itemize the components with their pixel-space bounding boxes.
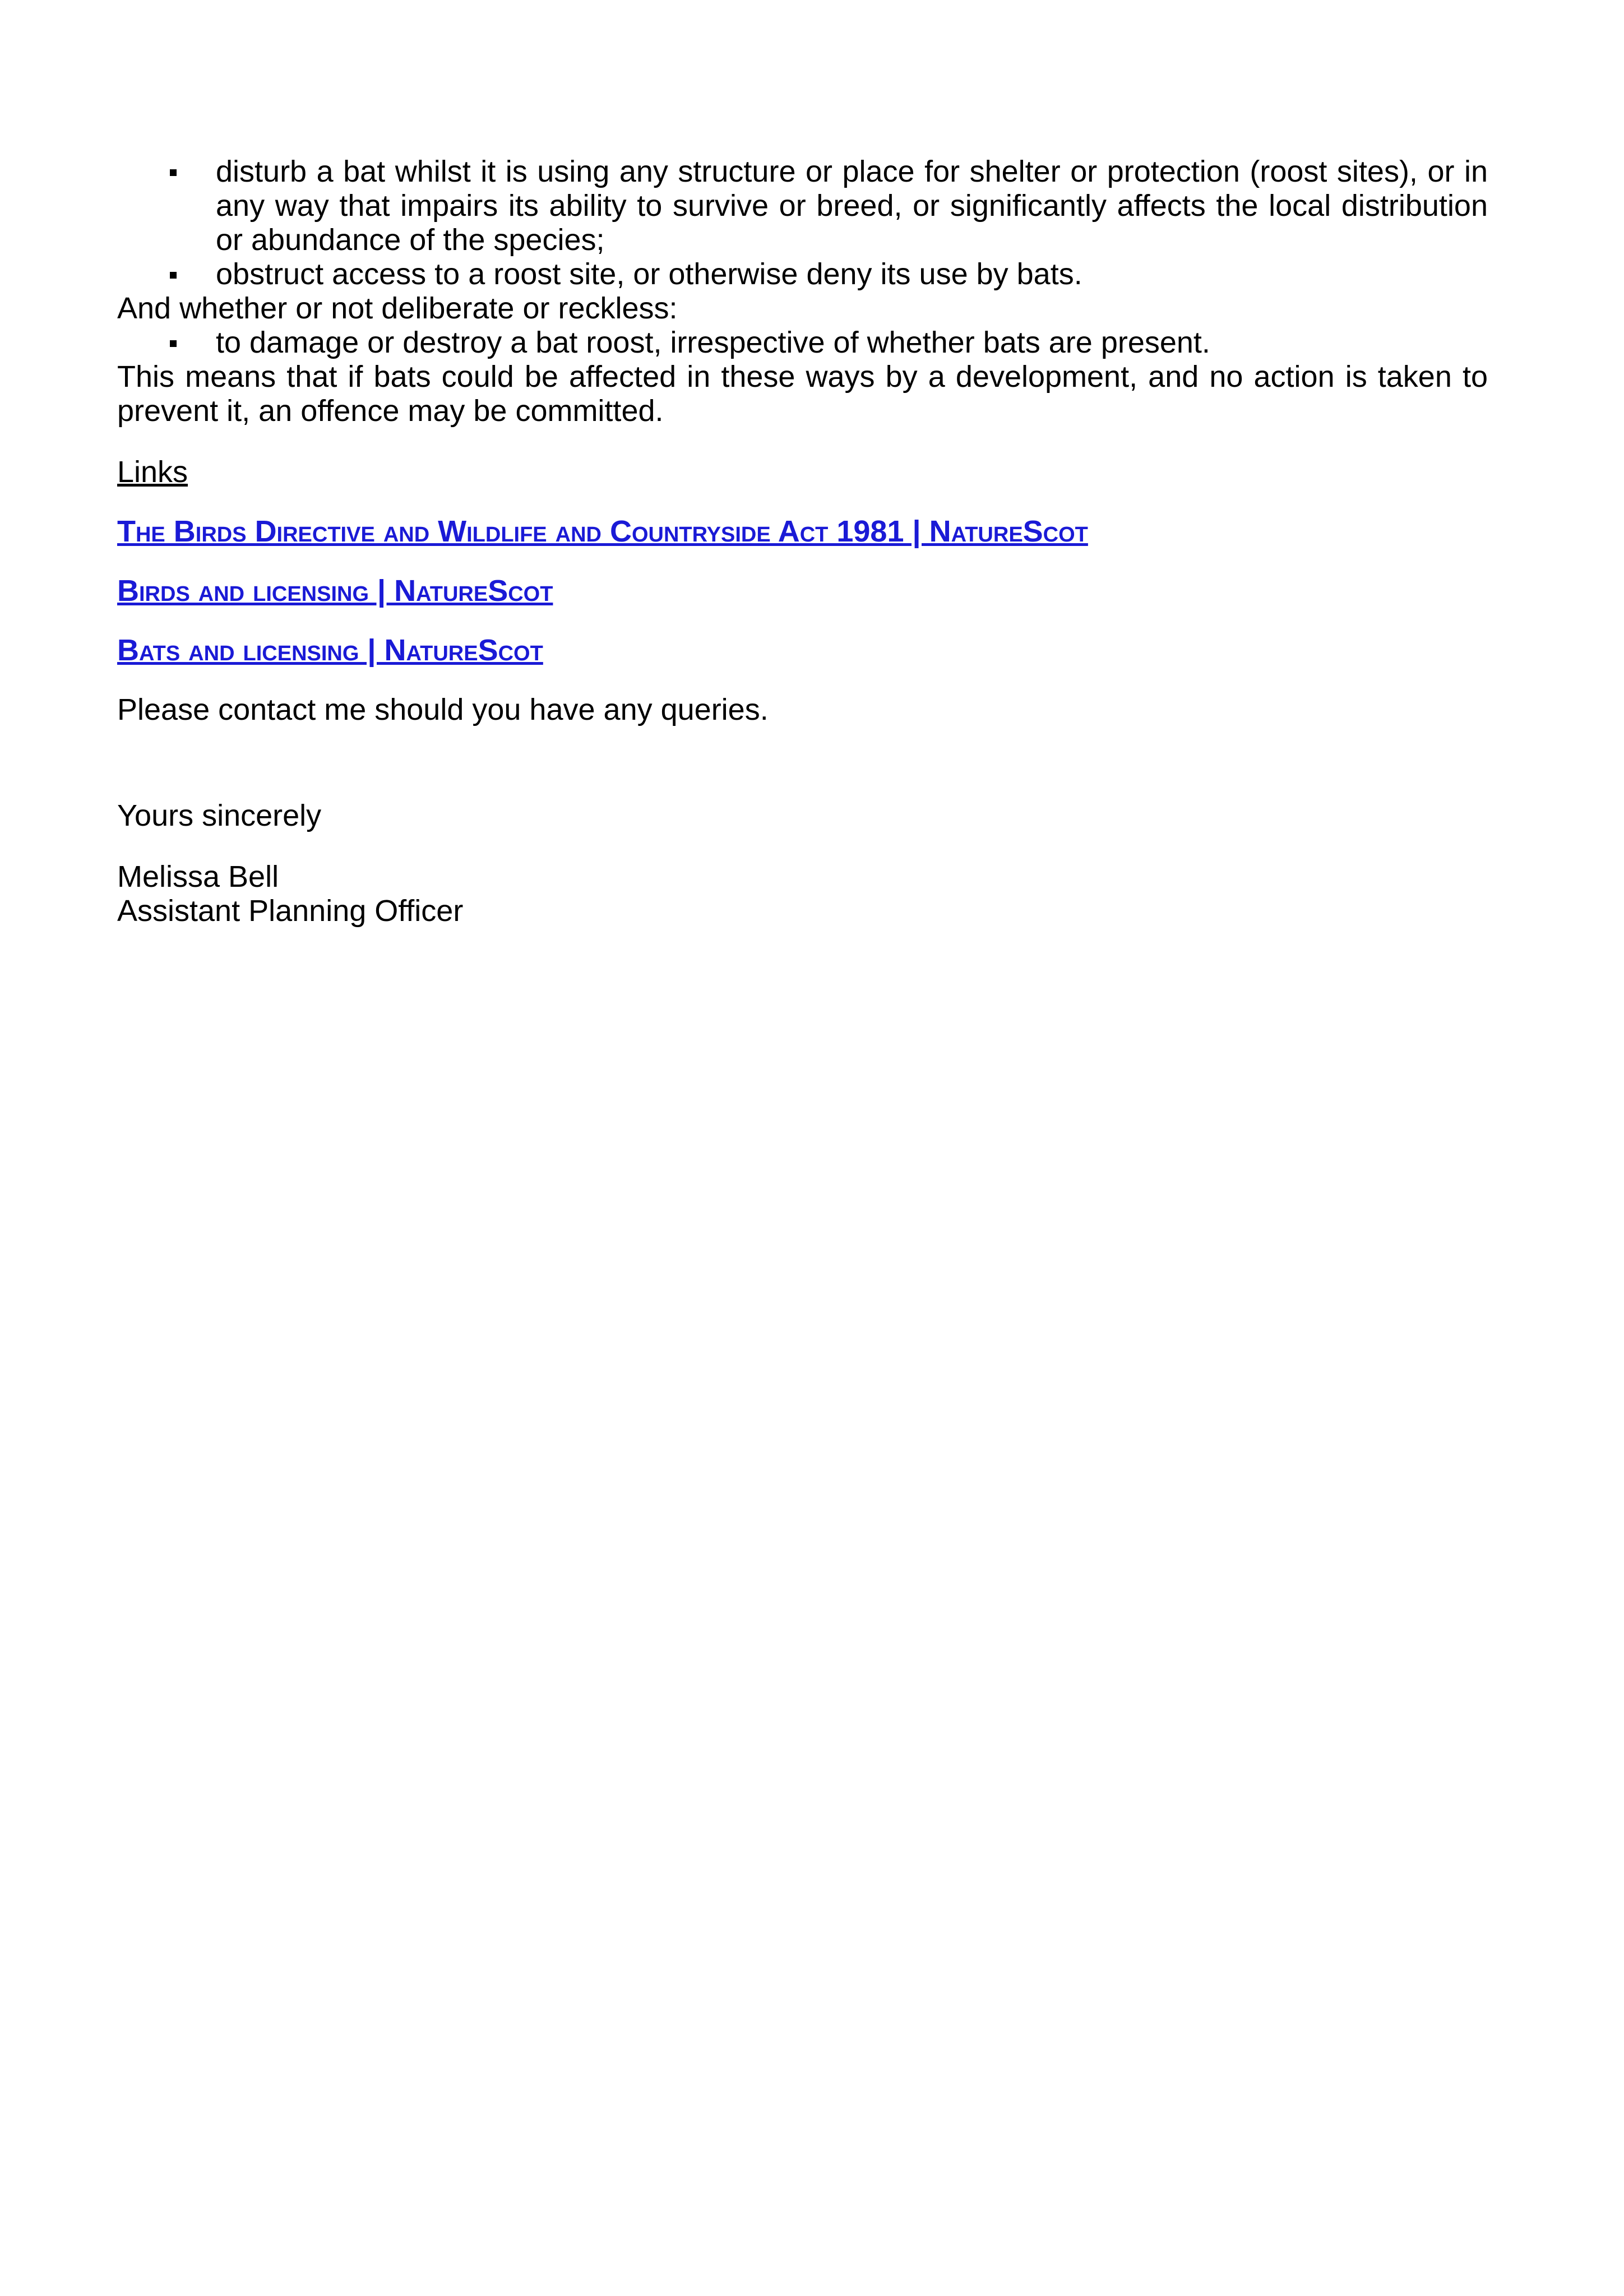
bullet-text: disturb a bat whilst it is using any structure or place for shelter or protection (roost sites), or in any way that impairs its ability to survive or breed, or significantly affects the local distribution or abundance of the species; [216,155,1488,257]
square-bullet-icon [170,169,177,176]
contact-text: Please contact me should you have any queries. [117,693,769,726]
deliberate-intro: And whether or not deliberate or reckless: [117,291,678,325]
signoff: Yours sincerely [117,799,322,832]
square-bullet-icon [170,340,177,347]
letter-body [117,155,1488,928]
link-row [117,515,1488,549]
link-row [117,574,1488,608]
links-heading-text: Links [117,455,188,489]
signatory-title: Assistant Planning Officer [117,894,464,928]
bullet-list-roost [117,326,1488,360]
bullet-text: to damage or destroy a bat roost, irrespective of whether bats are present. [216,326,1210,359]
bullet-item [117,155,1488,257]
signatory-name: Melissa Bell [117,860,279,894]
link-birds-licensing[interactable]: Birds and licensing | NatureScot [117,574,553,608]
offence-paragraph: This means that if bats could be affected in these ways by a development, and no action is taken to prevent it, an offence may be committed. [117,360,1488,428]
link-row [117,633,1488,668]
bullet-text: obstruct access to a roost site, or otherwise deny its use by bats. [216,257,1082,291]
bullet-list-offences [117,155,1488,291]
bullet-item [117,326,1488,360]
link-bats-licensing[interactable]: Bats and licensing | NatureScot [117,633,543,667]
bullet-item [117,257,1488,291]
links-heading [117,455,1488,489]
link-birds-directive[interactable]: The Birds Directive and Wildlife and Countryside Act 1981 | NatureScot [117,515,1088,548]
square-bullet-icon [170,272,177,279]
